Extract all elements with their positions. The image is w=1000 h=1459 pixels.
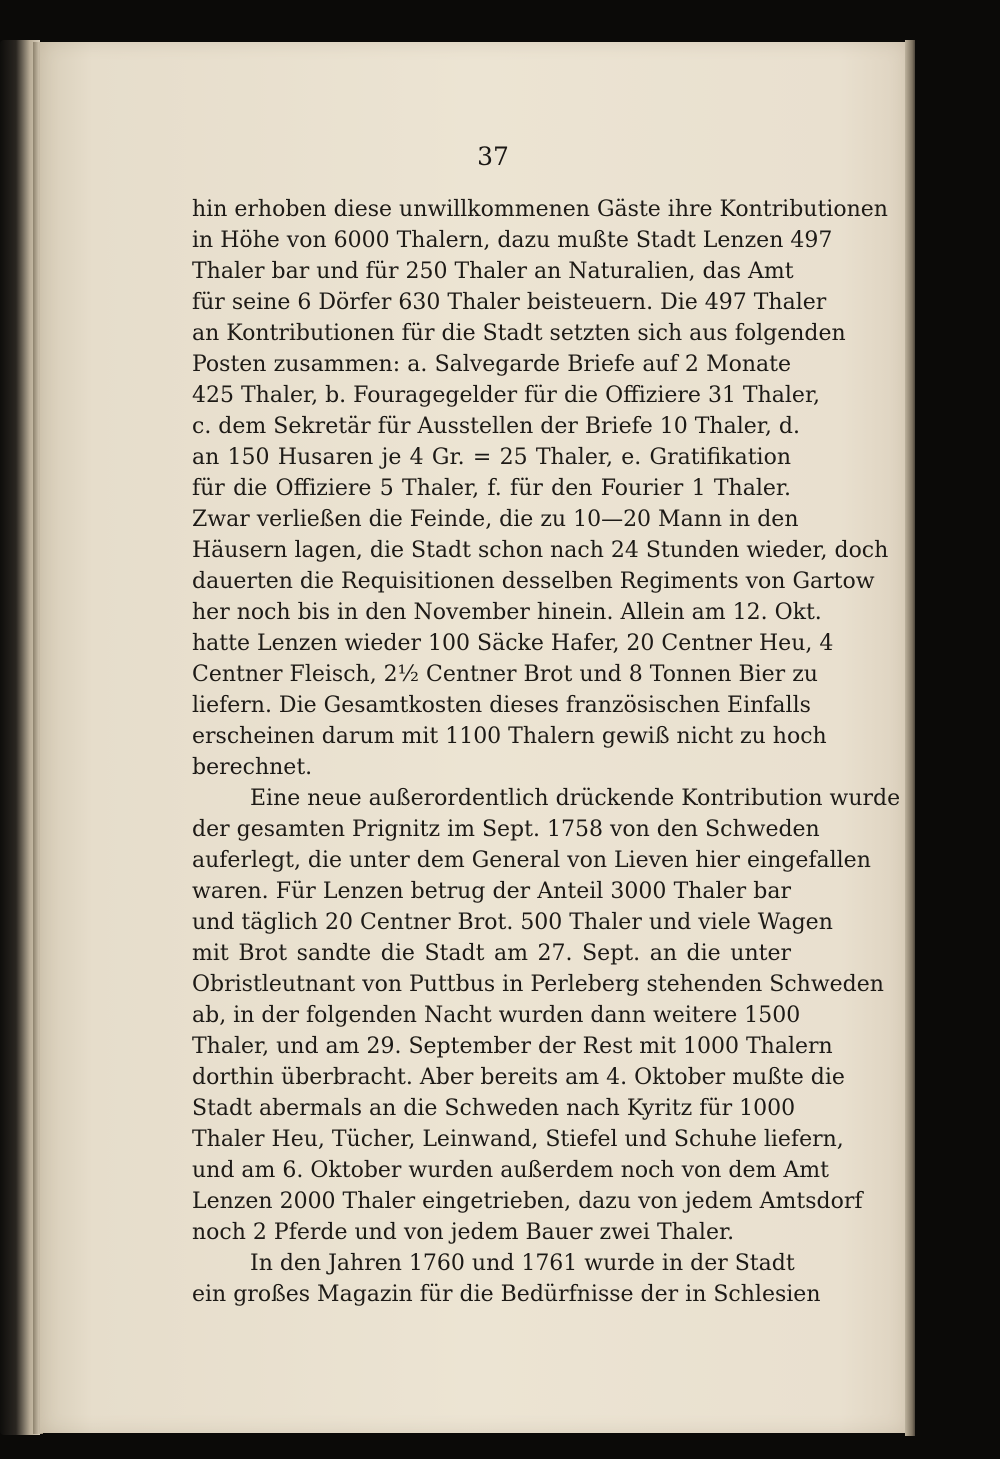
text-line: auferlegt, die unter dem General von Lieven hier eingefallen	[192, 848, 871, 873]
text-line: waren. Für Lenzen betrug der Anteil 3000 Thaler bar	[192, 879, 791, 904]
text-line: für die Offiziere 5 Thaler, f. für den Fourier 1 Thaler.	[192, 476, 791, 501]
text-line: Thaler Heu, Tücher, Leinwand, Stiefel und Schuhe liefern,	[192, 1127, 844, 1152]
text-line: an 150 Husaren je 4 Gr. = 25 Thaler, e. Gratifikation	[192, 445, 791, 470]
text-line: dauerten die Requisitionen desselben Regiments von Gartow	[192, 569, 875, 594]
text-line: Posten zusammen: a. Salvegarde Briefe auf 2 Monate	[192, 352, 791, 377]
text-line: In den Jahren 1760 und 1761 wurde in der Stadt	[250, 1251, 795, 1276]
text-line: Lenzen 2000 Thaler eingetrieben, dazu von jedem Amtsdorf	[192, 1189, 863, 1214]
text-line: Zwar verließen die Feinde, die zu 10—20 Mann in den	[192, 507, 799, 532]
text-line: mit Brot sandte die Stadt am 27. Sept. an die unter	[192, 941, 791, 966]
text-line: Thaler bar und für 250 Thaler an Naturalien, das Amt	[192, 259, 794, 284]
text-line: 425 Thaler, b. Fouragegelder für die Offiziere 31 Thaler,	[192, 383, 821, 408]
text-line: dorthin überbracht. Aber bereits am 4. Oktober mußte die	[192, 1065, 845, 1090]
text-line: in Höhe von 6000 Thalern, dazu mußte Stadt Lenzen 497	[192, 228, 833, 253]
text-line: hatte Lenzen wieder 100 Säcke Hafer, 20 Centner Heu, 4	[192, 631, 834, 656]
text-line: Eine neue außerordentlich drückende Kontribution wurde	[250, 786, 901, 811]
text-line: Centner Fleisch, 2½ Centner Brot und 8 Tonnen Bier zu	[192, 662, 818, 687]
body-text	[192, 194, 901, 1310]
text-line: und am 6. Oktober wurden außerdem noch von dem Amt	[192, 1158, 829, 1183]
text-line: der gesamten Prignitz im Sept. 1758 von den Schweden	[192, 817, 820, 842]
text-line: liefern. Die Gesamtkosten dieses französischen Einfalls	[192, 693, 811, 718]
text-line: berechnet.	[192, 755, 313, 780]
text-line: erscheinen darum mit 1100 Thalern gewiß nicht zu hoch	[192, 724, 827, 749]
text-line: Häusern lagen, die Stadt schon nach 24 Stunden wieder, doch	[192, 538, 889, 563]
text-line: her noch bis in den November hinein. Allein am 12. Okt.	[192, 600, 822, 625]
text-line: und täglich 20 Centner Brot. 500 Thaler und viele Wagen	[192, 910, 833, 935]
text-line: Obristleutnant von Puttbus in Perleberg stehenden Schweden	[192, 972, 884, 997]
text-line: für seine 6 Dörfer 630 Thaler beisteuern. Die 497 Thaler	[192, 290, 827, 315]
text-line: noch 2 Pferde und von jedem Bauer zwei Thaler.	[192, 1220, 735, 1245]
background	[915, 0, 1000, 1459]
text-line: ab, in der folgenden Nacht wurden dann weitere 1500	[192, 1003, 801, 1028]
text-line: Stadt abermals an die Schweden nach Kyritz für 1000	[192, 1096, 796, 1121]
text-line: c. dem Sekretär für Ausstellen der Briefe 10 Thaler, d.	[192, 414, 800, 439]
text-line: ein großes Magazin für die Bedürfnisse der in Schlesien	[192, 1282, 821, 1307]
text-line: hin erhoben diese unwillkommenen Gäste ihre Kontributionen	[192, 197, 888, 222]
text-line: an Kontributionen für die Stadt setzten sich aus folgenden	[192, 321, 846, 346]
text-line: Thaler, und am 29. September der Rest mit 1000 Thalern	[192, 1034, 833, 1059]
page-number: 37	[477, 142, 509, 171]
